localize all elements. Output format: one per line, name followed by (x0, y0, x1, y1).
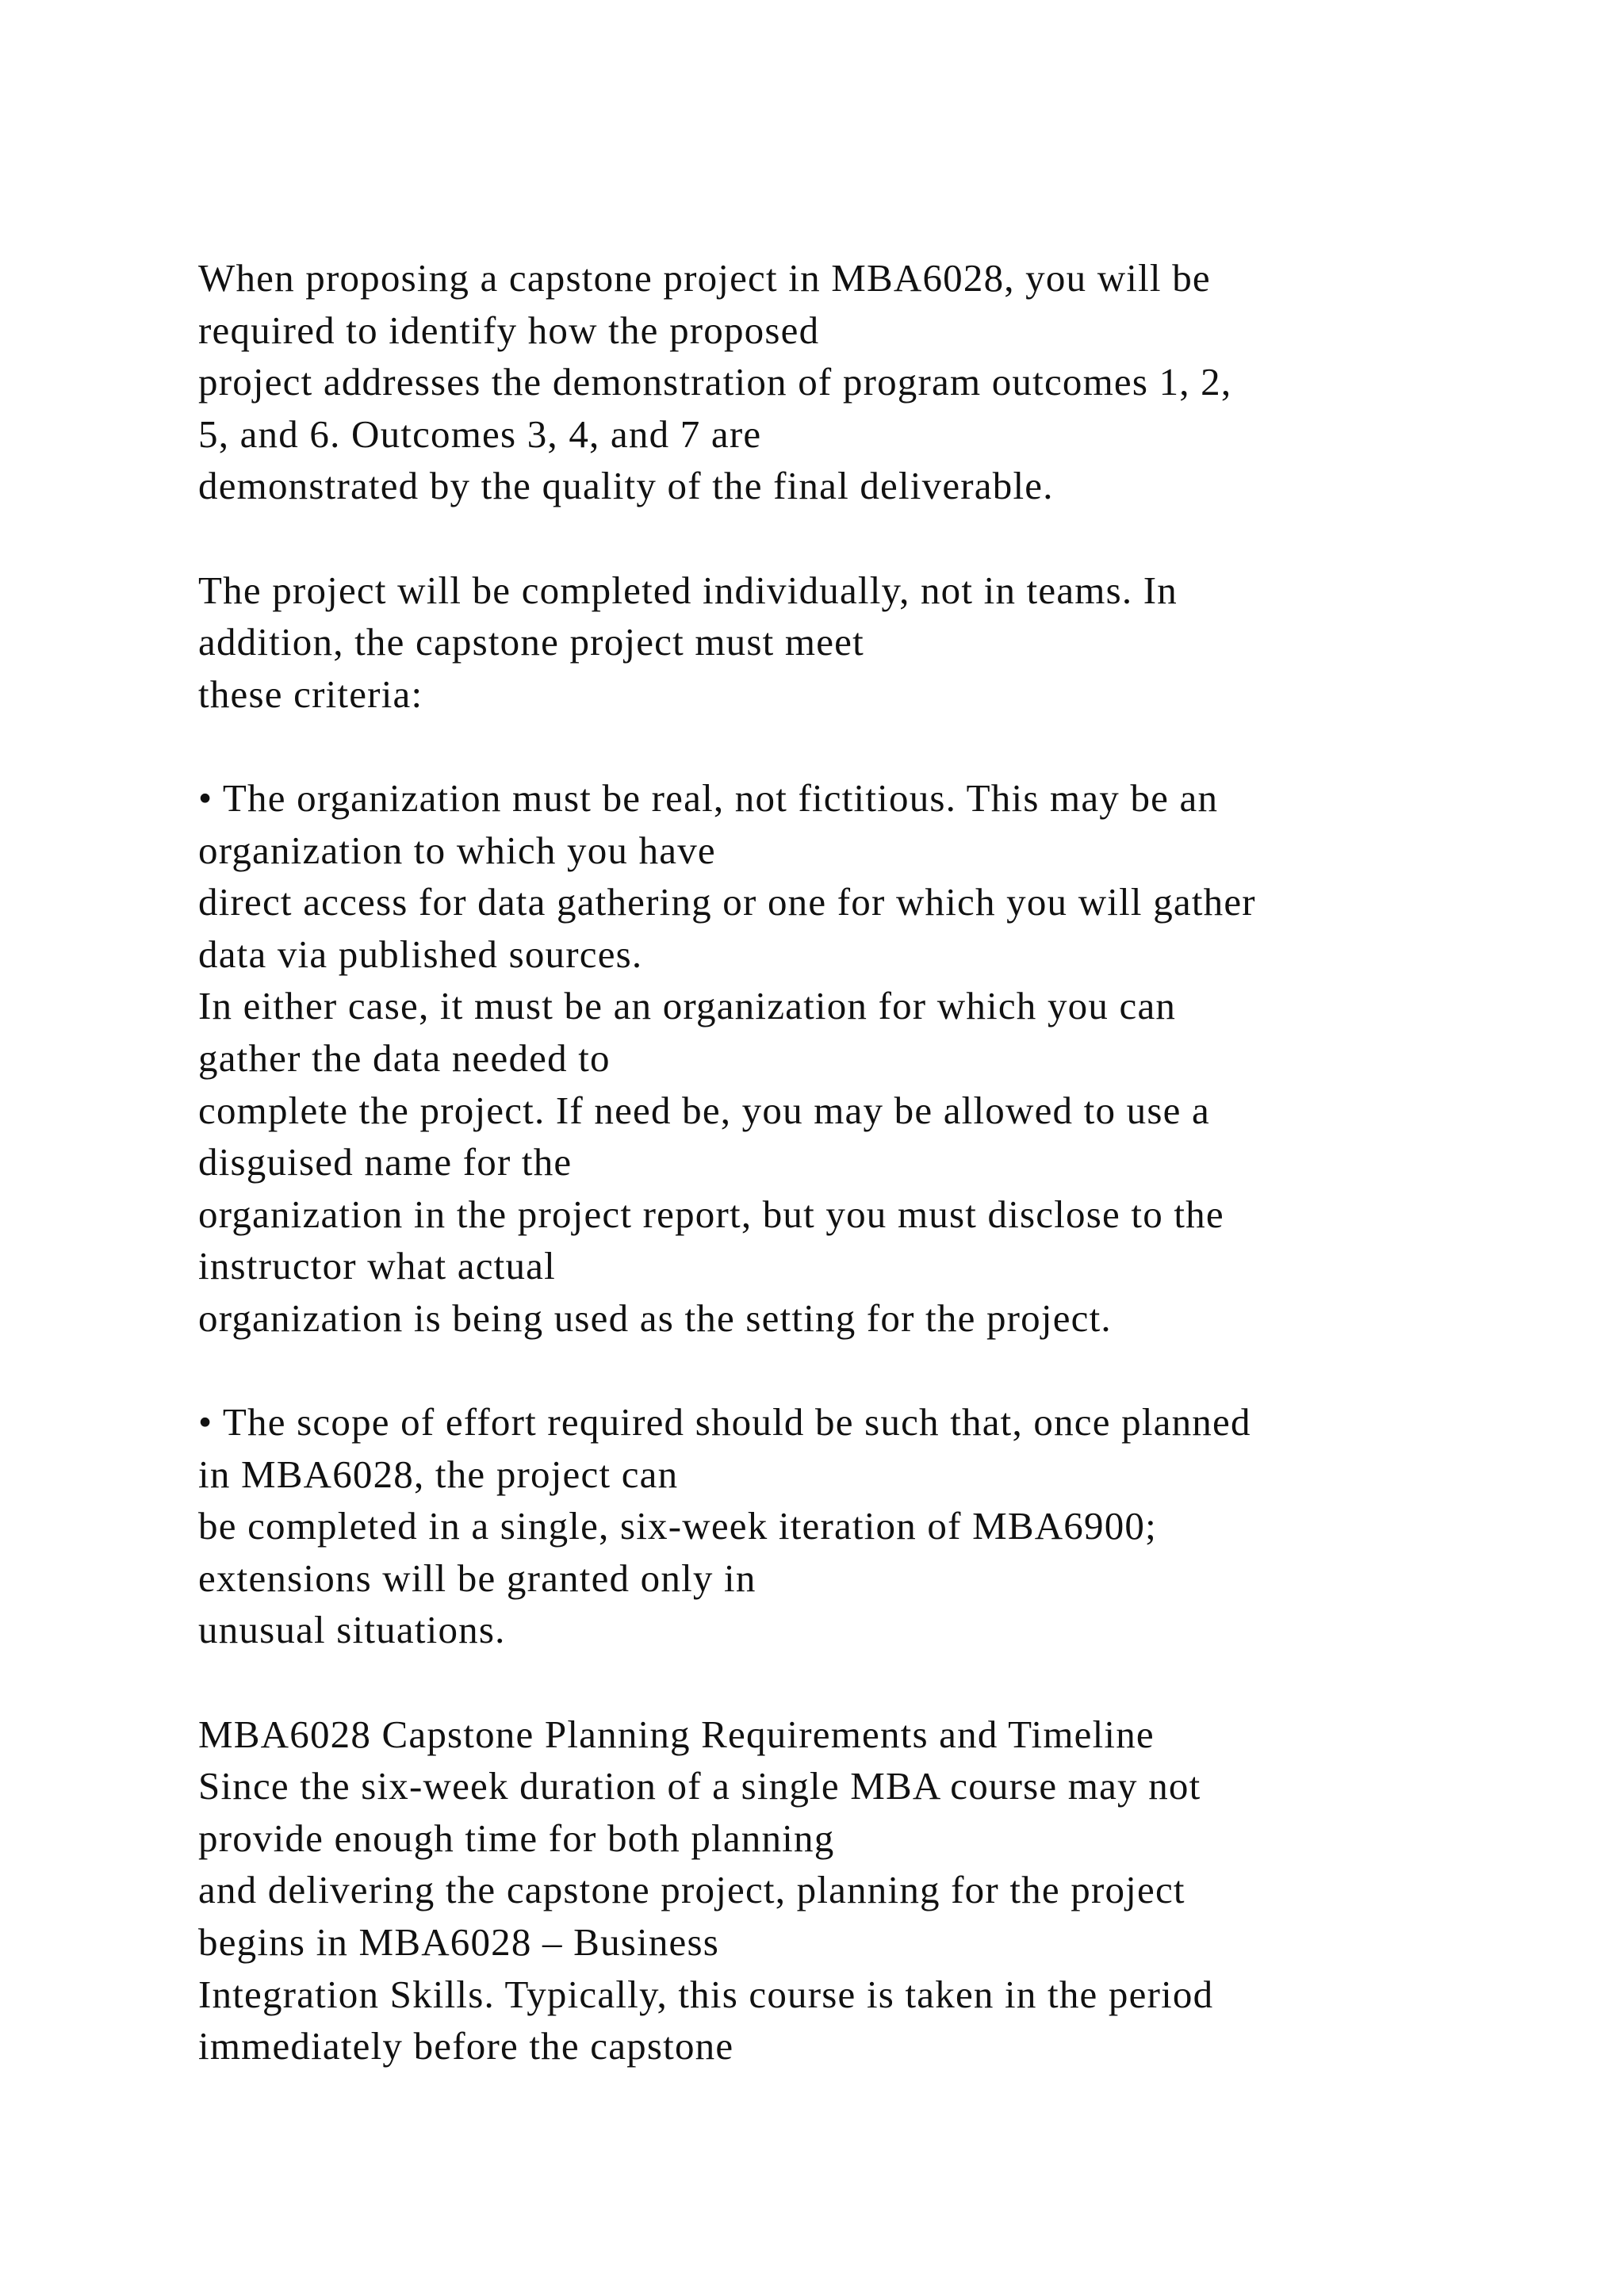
text-line: Integration Skills. Typically, this course is taken in the period (198, 1972, 1214, 2016)
text-line: complete the project. If need be, you may be allowed to use a (198, 1088, 1210, 1132)
text-line: disguised name for the (198, 1140, 573, 1184)
paragraph-2 (198, 564, 1594, 721)
text-line: The project will be completed individually, not in teams. In (198, 568, 1178, 612)
text-line: organization is being used as the setting for the project. (198, 1295, 1112, 1340)
paragraph-gap (198, 1344, 1594, 1396)
document-body (198, 252, 1594, 2072)
paragraph-gap (198, 512, 1594, 564)
text-line: immediately before the capstone (198, 2024, 734, 2068)
text-line: addition, the capstone project must meet (198, 620, 864, 664)
section-heading: MBA6028 Capstone Planning Requirements and Timeline (198, 1712, 1155, 1756)
text-line: instructor what actual (198, 1244, 556, 1288)
text-line: In either case, it must be an organization for which you can (198, 984, 1177, 1028)
text-line: organization in the project report, but you must disclose to the (198, 1192, 1224, 1236)
text-line: provide enough time for both planning (198, 1816, 835, 1860)
text-line: be completed in a single, six-week iteration of MBA6900; (198, 1504, 1157, 1548)
text-line: When proposing a capstone project in MBA6028, you will be (198, 256, 1211, 300)
paragraph-gap (198, 720, 1594, 772)
text-line: • The scope of effort required should be such that, once planned (198, 1400, 1251, 1445)
text-line: gather the data needed to (198, 1035, 611, 1080)
bullet-scope (198, 1396, 1594, 1656)
text-line: unusual situations. (198, 1608, 506, 1652)
paragraph-1 (198, 252, 1594, 512)
text-line: direct access for data gathering or one for which you will gather (198, 880, 1256, 924)
text-line: required to identify how the proposed (198, 308, 820, 352)
bullet-organization (198, 772, 1594, 1345)
section-planning-timeline (198, 1709, 1594, 2072)
text-line: demonstrated by the quality of the final deliverable. (198, 464, 1054, 508)
paragraph-gap (198, 1656, 1594, 1709)
text-line: • The organization must be real, not fictitious. This may be an (198, 775, 1219, 820)
text-line: begins in MBA6028 – Business (198, 1920, 720, 1964)
text-line: these criteria: (198, 672, 423, 716)
text-line: organization to which you have (198, 828, 716, 872)
text-line: Since the six-week duration of a single MBA course may not (198, 1764, 1201, 1808)
text-line: in MBA6028, the project can (198, 1452, 679, 1496)
text-line: project addresses the demonstration of program outcomes 1, 2, (198, 360, 1232, 404)
text-line: extensions will be granted only in (198, 1556, 756, 1600)
text-line: data via published sources. (198, 932, 643, 976)
text-line: and delivering the capstone project, planning for the project (198, 1868, 1185, 1912)
text-line: 5, and 6. Outcomes 3, 4, and 7 are (198, 411, 762, 456)
